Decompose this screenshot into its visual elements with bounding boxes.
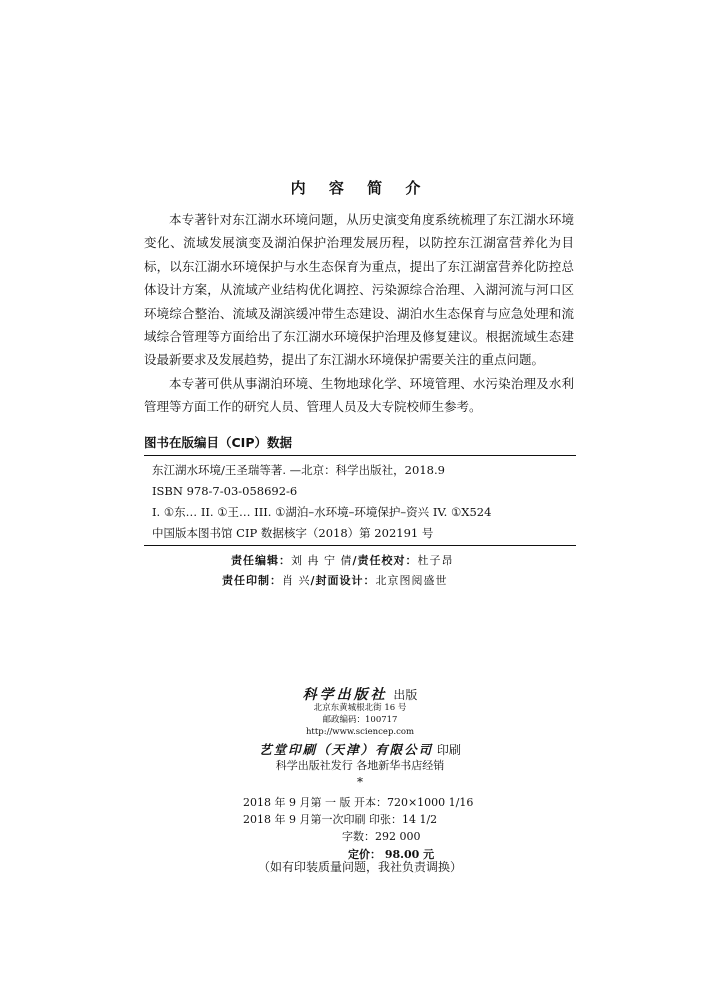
credits-row-print <box>222 571 448 591</box>
cover-label: /封面设计： <box>310 574 376 587</box>
synopsis-paragraph: 本专著针对东江湖水环境问题，从历史演变角度系统梳理了东江湖水环境变化、流域发展演变及湖泊保护治理发展历程，以防控东江湖富营养化为目标，以东江湖水环境保护与水生态保育为重点，提出了东江湖富营养化防控总体设计方案，从流域产业结构优化调控、污染源综合治理、入湖河流与河口区环境综合整治、流域及湖滨缓冲带生态建设、湖泊水生态保育与应急处理和流域综合管理等方面给出了东江湖水环境保护治理及修复建议。根据流域生态建设最新要求及发展趋势，提出了东江湖水环境保护需要关注的重点问题。 <box>144 212 574 368</box>
editor-label: 责任编辑： <box>231 554 291 567</box>
printer-logo: 艺堂印刷（天津）有限公司 <box>259 742 434 757</box>
cip-block <box>152 460 572 544</box>
cip-line: 中国版本图书馆 CIP 数据核字（2018）第 202191 号 <box>152 526 434 540</box>
cip-bottom-rule <box>144 545 576 546</box>
synopsis-title: 内 容 简 介 <box>290 179 430 197</box>
publisher-postcode: 邮政编码：100717 <box>322 715 398 725</box>
print-name: 肖 兴 <box>282 574 311 587</box>
distribution-line: 科学出版社发行 各地新华书店经销 <box>275 759 445 772</box>
synopsis-body <box>144 208 574 419</box>
edition-line: 2018 年 9 月第 一 版 开本：720×1000 1/16 <box>243 796 474 809</box>
publisher-address: 北京东黄城根北街 16 号 <box>313 703 407 713</box>
publisher-logo: 科学出版社 <box>302 687 388 703</box>
cip-top-rule <box>144 455 576 456</box>
cip-line: ISBN 978-7-03-058692-6 <box>152 484 298 498</box>
cip-title: 图书在版编目（CIP）数据 <box>144 435 292 450</box>
price: 定价： 98.00 元 <box>348 848 435 861</box>
printing-line: 2018 年 9 月第一次印刷 印张：14 1/2 <box>243 813 438 826</box>
word-count: 字数：292 000 <box>342 830 421 843</box>
synopsis-paragraph: 本专著可供从事湖泊环境、生物地球化学、环境管理、水污染治理及水利管理等方面工作的研究人员、管理人员及大专院校师生参考。 <box>144 375 574 415</box>
proof-name: 杜子昂 <box>417 554 454 567</box>
proof-label: /责任校对： <box>352 554 418 567</box>
printer-suffix: 印刷 <box>433 743 461 757</box>
editor-names: 刘 冉 宁 倩 <box>291 554 353 567</box>
publisher-suffix: 出版 <box>389 688 418 702</box>
cover-name: 北京图阅盛世 <box>375 574 448 587</box>
printer-line <box>0 740 720 758</box>
publisher-line <box>0 684 720 704</box>
print-label: 责任印制： <box>222 574 282 587</box>
cip-line: 东江湖水环境/王圣瑞等著. —北京：科学出版社，2018.9 <box>152 463 445 477</box>
publisher-url: http://www.sciencep.com <box>305 727 415 737</box>
cip-line: I. ①东… II. ①王… III. ①湖泊–水环境–环境保护–资兴 IV. ①X524 <box>152 505 492 519</box>
asterisk-separator: * <box>357 775 363 789</box>
credits-row-editor <box>231 551 454 571</box>
quality-note: （如有印装质量问题，我社负责调换） <box>257 860 462 874</box>
publisher-address-block <box>0 702 720 738</box>
